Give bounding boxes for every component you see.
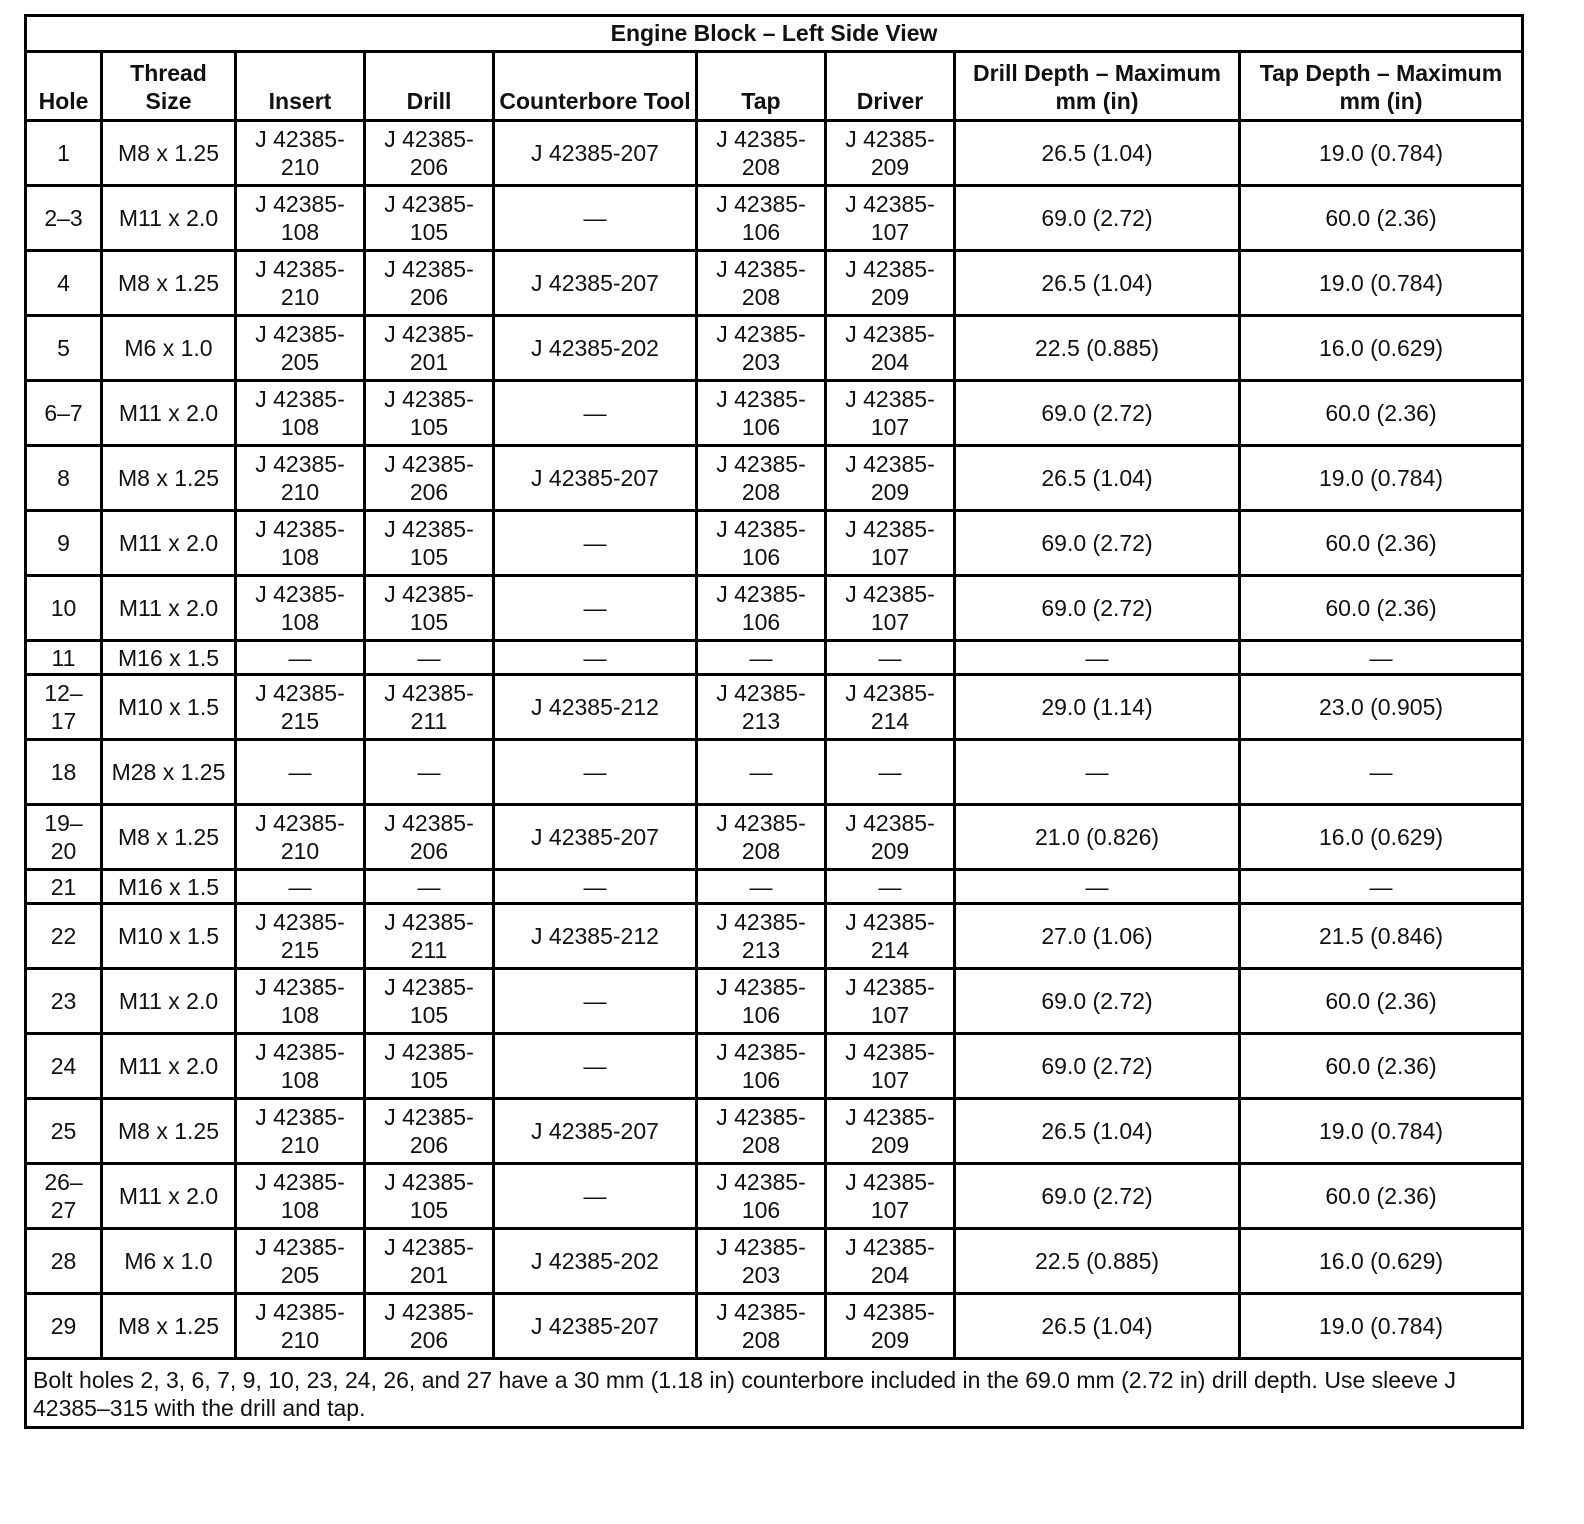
cell-insert: J 42385-108 <box>236 576 365 641</box>
cell-tap: J 42385-208 <box>697 805 826 870</box>
cell-drill-depth: 26.5 (1.04) <box>955 1099 1240 1164</box>
col-header-insert: Insert <box>236 52 365 121</box>
cell-drill-depth: 29.0 (1.14) <box>955 675 1240 740</box>
cell-counterbore-tool: J 42385-207 <box>494 446 697 511</box>
cell-tap: J 42385-106 <box>697 576 826 641</box>
cell-tap-depth: 60.0 (2.36) <box>1240 511 1523 576</box>
cell-drill: J 42385-105 <box>365 381 494 446</box>
cell-hole: 2–3 <box>26 186 102 251</box>
cell-drill-depth: — <box>955 740 1240 805</box>
cell-counterbore-tool: — <box>494 740 697 805</box>
table-row <box>26 251 1523 316</box>
cell-thread-size: M8 x 1.25 <box>102 1099 236 1164</box>
cell-drill: J 42385-105 <box>365 186 494 251</box>
cell-drill: J 42385-206 <box>365 805 494 870</box>
cell-tap-depth: 60.0 (2.36) <box>1240 969 1523 1034</box>
cell-hole: 1 <box>26 121 102 186</box>
cell-tap: J 42385-106 <box>697 186 826 251</box>
cell-thread-size: M11 x 2.0 <box>102 969 236 1034</box>
cell-drill-depth: 69.0 (2.72) <box>955 969 1240 1034</box>
cell-driver: J 42385-107 <box>826 186 955 251</box>
cell-tap: J 42385-208 <box>697 1294 826 1359</box>
cell-counterbore-tool: J 42385-207 <box>494 1294 697 1359</box>
cell-driver: J 42385-107 <box>826 969 955 1034</box>
cell-tap: J 42385-106 <box>697 511 826 576</box>
cell-hole: 25 <box>26 1099 102 1164</box>
cell-drill: J 42385-105 <box>365 511 494 576</box>
table-row <box>26 904 1523 969</box>
cell-thread-size: M8 x 1.25 <box>102 1294 236 1359</box>
cell-driver: J 42385-107 <box>826 1164 955 1229</box>
cell-insert: J 42385-108 <box>236 186 365 251</box>
cell-counterbore-tool: J 42385-207 <box>494 1099 697 1164</box>
cell-tap-depth: 19.0 (0.784) <box>1240 121 1523 186</box>
cell-hole: 8 <box>26 446 102 511</box>
cell-drill: — <box>365 870 494 904</box>
cell-counterbore-tool: J 42385-207 <box>494 121 697 186</box>
cell-drill: J 42385-211 <box>365 904 494 969</box>
cell-drill-depth: 22.5 (0.885) <box>955 1229 1240 1294</box>
cell-hole: 29 <box>26 1294 102 1359</box>
cell-driver: — <box>826 740 955 805</box>
cell-hole: 5 <box>26 316 102 381</box>
cell-drill-depth: — <box>955 641 1240 675</box>
cell-drill: J 42385-211 <box>365 675 494 740</box>
cell-insert: J 42385-210 <box>236 446 365 511</box>
cell-insert: J 42385-215 <box>236 675 365 740</box>
cell-hole: 19– 20 <box>26 805 102 870</box>
table-row <box>26 641 1523 675</box>
cell-thread-size: M11 x 2.0 <box>102 1164 236 1229</box>
cell-drill-depth: 69.0 (2.72) <box>955 381 1240 446</box>
cell-insert: J 42385-210 <box>236 805 365 870</box>
cell-tap-depth: 19.0 (0.784) <box>1240 446 1523 511</box>
cell-tap: — <box>697 740 826 805</box>
cell-tap-depth: 19.0 (0.784) <box>1240 251 1523 316</box>
cell-hole: 9 <box>26 511 102 576</box>
cell-tap-depth: 19.0 (0.784) <box>1240 1294 1523 1359</box>
cell-driver: J 42385-209 <box>826 805 955 870</box>
cell-hole: 6–7 <box>26 381 102 446</box>
table-row <box>26 969 1523 1034</box>
table-row <box>26 1164 1523 1229</box>
cell-counterbore-tool: — <box>494 641 697 675</box>
cell-drill: J 42385-206 <box>365 1294 494 1359</box>
cell-drill: — <box>365 641 494 675</box>
cell-tap: J 42385-106 <box>697 969 826 1034</box>
cell-driver: J 42385-204 <box>826 1229 955 1294</box>
cell-tap: — <box>697 641 826 675</box>
cell-driver: — <box>826 641 955 675</box>
cell-driver: J 42385-209 <box>826 1099 955 1164</box>
cell-drill-depth: 26.5 (1.04) <box>955 446 1240 511</box>
cell-counterbore-tool: — <box>494 969 697 1034</box>
cell-driver: J 42385-209 <box>826 121 955 186</box>
cell-hole: 23 <box>26 969 102 1034</box>
cell-counterbore-tool: J 42385-202 <box>494 316 697 381</box>
cell-thread-size: M16 x 1.5 <box>102 870 236 904</box>
cell-insert: J 42385-210 <box>236 121 365 186</box>
cell-driver: J 42385-107 <box>826 576 955 641</box>
cell-counterbore-tool: — <box>494 381 697 446</box>
cell-drill: J 42385-201 <box>365 316 494 381</box>
cell-tap: J 42385-106 <box>697 1034 826 1099</box>
cell-drill: J 42385-105 <box>365 969 494 1034</box>
col-header-driver: Driver <box>826 52 955 121</box>
table-row <box>26 316 1523 381</box>
cell-insert: J 42385-205 <box>236 1229 365 1294</box>
table-row <box>26 1099 1523 1164</box>
cell-tap-depth: 16.0 (0.629) <box>1240 805 1523 870</box>
cell-driver: J 42385-107 <box>826 1034 955 1099</box>
cell-drill-depth: 22.5 (0.885) <box>955 316 1240 381</box>
cell-thread-size: M8 x 1.25 <box>102 446 236 511</box>
cell-tap: J 42385-208 <box>697 1099 826 1164</box>
table-row <box>26 1229 1523 1294</box>
table-row <box>26 870 1523 904</box>
cell-hole: 22 <box>26 904 102 969</box>
cell-driver: J 42385-209 <box>826 1294 955 1359</box>
table-row <box>26 511 1523 576</box>
cell-counterbore-tool: J 42385-212 <box>494 675 697 740</box>
cell-tap-depth: 16.0 (0.629) <box>1240 1229 1523 1294</box>
cell-hole: 24 <box>26 1034 102 1099</box>
cell-insert: J 42385-210 <box>236 1099 365 1164</box>
cell-counterbore-tool: — <box>494 511 697 576</box>
cell-driver: J 42385-214 <box>826 675 955 740</box>
table-row <box>26 121 1523 186</box>
cell-insert: J 42385-108 <box>236 969 365 1034</box>
table-row <box>26 446 1523 511</box>
cell-thread-size: M11 x 2.0 <box>102 186 236 251</box>
cell-thread-size: M10 x 1.5 <box>102 675 236 740</box>
cell-drill-depth: 69.0 (2.72) <box>955 1034 1240 1099</box>
table-row <box>26 381 1523 446</box>
cell-counterbore-tool: J 42385-207 <box>494 805 697 870</box>
cell-thread-size: M11 x 2.0 <box>102 381 236 446</box>
table-row <box>26 675 1523 740</box>
col-header-drill: Drill <box>365 52 494 121</box>
cell-drill-depth: 69.0 (2.72) <box>955 576 1240 641</box>
cell-counterbore-tool: — <box>494 870 697 904</box>
cell-counterbore-tool: — <box>494 186 697 251</box>
cell-drill: J 42385-105 <box>365 576 494 641</box>
cell-counterbore-tool: J 42385-207 <box>494 251 697 316</box>
cell-driver: J 42385-204 <box>826 316 955 381</box>
cell-insert: J 42385-205 <box>236 316 365 381</box>
cell-drill-depth: 26.5 (1.04) <box>955 251 1240 316</box>
cell-tap: J 42385-203 <box>697 1229 826 1294</box>
cell-drill: J 42385-201 <box>365 1229 494 1294</box>
cell-insert: J 42385-108 <box>236 1164 365 1229</box>
cell-tap: J 42385-213 <box>697 675 826 740</box>
cell-insert: — <box>236 740 365 805</box>
cell-thread-size: M10 x 1.5 <box>102 904 236 969</box>
cell-hole: 28 <box>26 1229 102 1294</box>
cell-hole: 18 <box>26 740 102 805</box>
cell-thread-size: M28 x 1.25 <box>102 740 236 805</box>
cell-tap-depth: 21.5 (0.846) <box>1240 904 1523 969</box>
cell-counterbore-tool: — <box>494 576 697 641</box>
cell-driver: J 42385-209 <box>826 446 955 511</box>
cell-thread-size: M8 x 1.25 <box>102 251 236 316</box>
cell-tap-depth: 60.0 (2.36) <box>1240 186 1523 251</box>
cell-counterbore-tool: J 42385-202 <box>494 1229 697 1294</box>
cell-thread-size: M6 x 1.0 <box>102 316 236 381</box>
table-row <box>26 576 1523 641</box>
cell-tap: J 42385-213 <box>697 904 826 969</box>
cell-drill: J 42385-206 <box>365 1099 494 1164</box>
cell-insert: — <box>236 641 365 675</box>
cell-insert: J 42385-108 <box>236 381 365 446</box>
cell-driver: — <box>826 870 955 904</box>
cell-counterbore-tool: — <box>494 1034 697 1099</box>
cell-tap-depth: 60.0 (2.36) <box>1240 1164 1523 1229</box>
col-header-tap: Tap <box>697 52 826 121</box>
cell-insert: J 42385-210 <box>236 251 365 316</box>
table-row <box>26 1034 1523 1099</box>
col-header-thread-size: Thread Size <box>102 52 236 121</box>
cell-insert: J 42385-215 <box>236 904 365 969</box>
cell-thread-size: M11 x 2.0 <box>102 1034 236 1099</box>
cell-thread-size: M11 x 2.0 <box>102 511 236 576</box>
table-title: Engine Block – Left Side View <box>26 16 1523 52</box>
cell-hole: 26– 27 <box>26 1164 102 1229</box>
table-row <box>26 740 1523 805</box>
cell-insert: J 42385-108 <box>236 1034 365 1099</box>
col-header-drill-depth: Drill Depth – Maximum mm (in) <box>955 52 1240 121</box>
cell-hole: 11 <box>26 641 102 675</box>
cell-tap: J 42385-208 <box>697 251 826 316</box>
cell-thread-size: M8 x 1.25 <box>102 805 236 870</box>
col-header-counterbore-tool: Counterbore Tool <box>494 52 697 121</box>
cell-drill-depth: 21.0 (0.826) <box>955 805 1240 870</box>
cell-hole: 21 <box>26 870 102 904</box>
table-row <box>26 186 1523 251</box>
cell-drill: J 42385-206 <box>365 121 494 186</box>
cell-tap-depth: 60.0 (2.36) <box>1240 1034 1523 1099</box>
table-row <box>26 1294 1523 1359</box>
cell-insert: J 42385-210 <box>236 1294 365 1359</box>
cell-tap-depth: 60.0 (2.36) <box>1240 576 1523 641</box>
col-header-tap-depth: Tap Depth – Maximum mm (in) <box>1240 52 1523 121</box>
cell-counterbore-tool: — <box>494 1164 697 1229</box>
cell-thread-size: M16 x 1.5 <box>102 641 236 675</box>
cell-tap: J 42385-208 <box>697 446 826 511</box>
cell-tap: J 42385-106 <box>697 381 826 446</box>
table-row <box>26 805 1523 870</box>
cell-drill-depth: 27.0 (1.06) <box>955 904 1240 969</box>
cell-drill-depth: 26.5 (1.04) <box>955 121 1240 186</box>
cell-tap-depth: 16.0 (0.629) <box>1240 316 1523 381</box>
cell-drill: J 42385-105 <box>365 1164 494 1229</box>
spec-table <box>24 14 1524 1429</box>
cell-thread-size: M11 x 2.0 <box>102 576 236 641</box>
cell-drill-depth: 69.0 (2.72) <box>955 1164 1240 1229</box>
cell-tap: — <box>697 870 826 904</box>
cell-drill: J 42385-105 <box>365 1034 494 1099</box>
cell-insert: J 42385-108 <box>236 511 365 576</box>
cell-tap: J 42385-203 <box>697 316 826 381</box>
cell-counterbore-tool: J 42385-212 <box>494 904 697 969</box>
table-body <box>26 121 1523 1359</box>
cell-thread-size: M8 x 1.25 <box>102 121 236 186</box>
cell-drill-depth: 26.5 (1.04) <box>955 1294 1240 1359</box>
cell-hole: 4 <box>26 251 102 316</box>
cell-driver: J 42385-209 <box>826 251 955 316</box>
cell-tap: J 42385-106 <box>697 1164 826 1229</box>
cell-tap-depth: — <box>1240 740 1523 805</box>
cell-tap-depth: — <box>1240 641 1523 675</box>
cell-driver: J 42385-107 <box>826 381 955 446</box>
table-footnote: Bolt holes 2, 3, 6, 7, 9, 10, 23, 24, 26, and 27 have a 30 mm (1.18 in) counterbore included in the 69.0 mm (2.72 in) drill depth. Use sleeve J 42385–315 with the drill and tap. <box>26 1359 1523 1428</box>
cell-tap: J 42385-208 <box>697 121 826 186</box>
cell-drill: J 42385-206 <box>365 251 494 316</box>
cell-hole: 12– 17 <box>26 675 102 740</box>
cell-drill: — <box>365 740 494 805</box>
cell-tap-depth: 60.0 (2.36) <box>1240 381 1523 446</box>
col-header-hole: Hole <box>26 52 102 121</box>
cell-drill-depth: — <box>955 870 1240 904</box>
cell-drill-depth: 69.0 (2.72) <box>955 511 1240 576</box>
cell-driver: J 42385-214 <box>826 904 955 969</box>
cell-insert: — <box>236 870 365 904</box>
cell-thread-size: M6 x 1.0 <box>102 1229 236 1294</box>
cell-tap-depth: 19.0 (0.784) <box>1240 1099 1523 1164</box>
cell-driver: J 42385-107 <box>826 511 955 576</box>
cell-drill: J 42385-206 <box>365 446 494 511</box>
cell-hole: 10 <box>26 576 102 641</box>
cell-tap-depth: 23.0 (0.905) <box>1240 675 1523 740</box>
cell-tap-depth: — <box>1240 870 1523 904</box>
cell-drill-depth: 69.0 (2.72) <box>955 186 1240 251</box>
